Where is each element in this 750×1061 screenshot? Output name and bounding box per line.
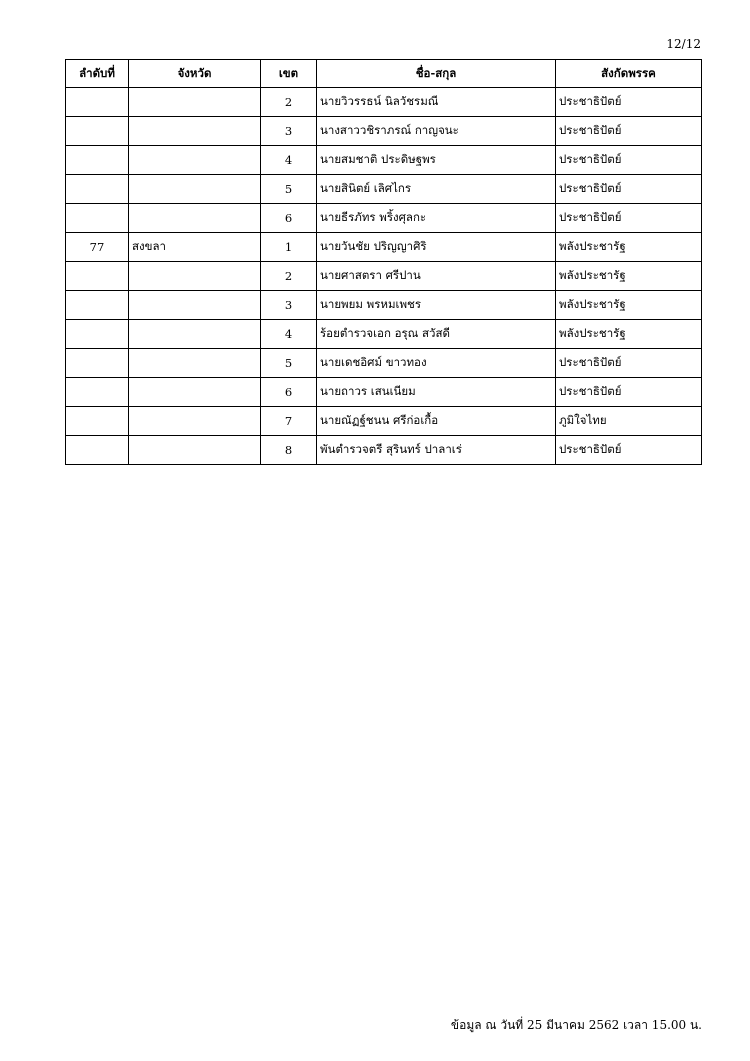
cell-province <box>129 291 261 320</box>
table-row <box>66 262 702 291</box>
header-district: เขต <box>261 60 317 88</box>
cell-party: ประชาธิปัตย์ <box>556 436 702 465</box>
cell-district: 6 <box>261 378 317 407</box>
cell-order <box>66 291 129 320</box>
cell-district: 2 <box>261 262 317 291</box>
cell-order <box>66 436 129 465</box>
cell-party: พลังประชารัฐ <box>556 262 702 291</box>
cell-name: นายศาสตรา ศรีปาน <box>317 262 556 291</box>
cell-party: ประชาธิปัตย์ <box>556 204 702 233</box>
cell-province <box>129 320 261 349</box>
cell-district: 4 <box>261 320 317 349</box>
cell-order <box>66 204 129 233</box>
cell-district: 3 <box>261 117 317 146</box>
cell-province <box>129 262 261 291</box>
cell-district: 3 <box>261 291 317 320</box>
cell-order <box>66 349 129 378</box>
cell-name: นายวันชัย ปริญญาศิริ <box>317 233 556 262</box>
cell-name: นายณัฏฐ์ชนน ศรีก่อเกื้อ <box>317 407 556 436</box>
cell-district: 5 <box>261 349 317 378</box>
table-row <box>66 378 702 407</box>
table-row <box>66 175 702 204</box>
cell-name: นายสินิตย์ เลิศไกร <box>317 175 556 204</box>
cell-name: นายเดชอิศม์ ขาวทอง <box>317 349 556 378</box>
table-body <box>66 88 702 465</box>
results-table <box>65 59 702 465</box>
page-number: 12/12 <box>666 37 701 51</box>
cell-order <box>66 378 129 407</box>
cell-name: นายถาวร เสนเนียม <box>317 378 556 407</box>
cell-order <box>66 175 129 204</box>
cell-province <box>129 204 261 233</box>
cell-party: ประชาธิปัตย์ <box>556 175 702 204</box>
cell-order <box>66 262 129 291</box>
cell-order <box>66 146 129 175</box>
cell-province <box>129 117 261 146</box>
cell-party: ภูมิใจไทย <box>556 407 702 436</box>
table-row <box>66 349 702 378</box>
header-order: ลำดับที่ <box>66 60 129 88</box>
cell-province <box>129 88 261 117</box>
cell-name: นายพยม พรหมเพชร <box>317 291 556 320</box>
cell-district: 6 <box>261 204 317 233</box>
cell-order <box>66 407 129 436</box>
cell-district: 7 <box>261 407 317 436</box>
cell-order <box>66 320 129 349</box>
cell-province: สงขลา <box>129 233 261 262</box>
cell-order <box>66 88 129 117</box>
cell-party: ประชาธิปัตย์ <box>556 117 702 146</box>
cell-province <box>129 378 261 407</box>
table-row <box>66 146 702 175</box>
cell-party: พลังประชารัฐ <box>556 291 702 320</box>
cell-party: ประชาธิปัตย์ <box>556 378 702 407</box>
cell-district: 4 <box>261 146 317 175</box>
cell-party: ประชาธิปัตย์ <box>556 146 702 175</box>
cell-party: ประชาธิปัตย์ <box>556 349 702 378</box>
cell-province <box>129 175 261 204</box>
cell-province <box>129 146 261 175</box>
table-row <box>66 320 702 349</box>
cell-party: พลังประชารัฐ <box>556 233 702 262</box>
cell-district: 8 <box>261 436 317 465</box>
cell-name: ร้อยตำรวจเอก อรุณ สวัสดี <box>317 320 556 349</box>
header-name: ชื่อ-สกุล <box>317 60 556 88</box>
cell-name: นายวิวรรธน์ นิลวัชรมณี <box>317 88 556 117</box>
cell-province <box>129 436 261 465</box>
cell-party: ประชาธิปัตย์ <box>556 88 702 117</box>
table-row <box>66 291 702 320</box>
cell-province <box>129 349 261 378</box>
cell-district: 1 <box>261 233 317 262</box>
table-row <box>66 407 702 436</box>
cell-name: พันตำรวจตรี สุรินทร์ ปาลาเร่ <box>317 436 556 465</box>
header-party: สังกัดพรรค <box>556 60 702 88</box>
cell-district: 2 <box>261 88 317 117</box>
table-row <box>66 233 702 262</box>
cell-order: 77 <box>66 233 129 262</box>
table-row <box>66 204 702 233</box>
cell-district: 5 <box>261 175 317 204</box>
cell-name: นายธีรภัทร พริ้งศุลกะ <box>317 204 556 233</box>
cell-name: นายสมชาติ ประดิษฐพร <box>317 146 556 175</box>
header-province: จังหวัด <box>129 60 261 88</box>
table-row <box>66 88 702 117</box>
cell-order <box>66 117 129 146</box>
table-row <box>66 436 702 465</box>
table-header-row <box>66 60 702 88</box>
cell-name: นางสาววชิราภรณ์ กาญจนะ <box>317 117 556 146</box>
cell-province <box>129 407 261 436</box>
cell-party: พลังประชารัฐ <box>556 320 702 349</box>
table-row <box>66 117 702 146</box>
data-timestamp-note: ข้อมูล ณ วันที่ 25 มีนาคม 2562 เวลา 15.00 น. <box>450 1018 702 1032</box>
